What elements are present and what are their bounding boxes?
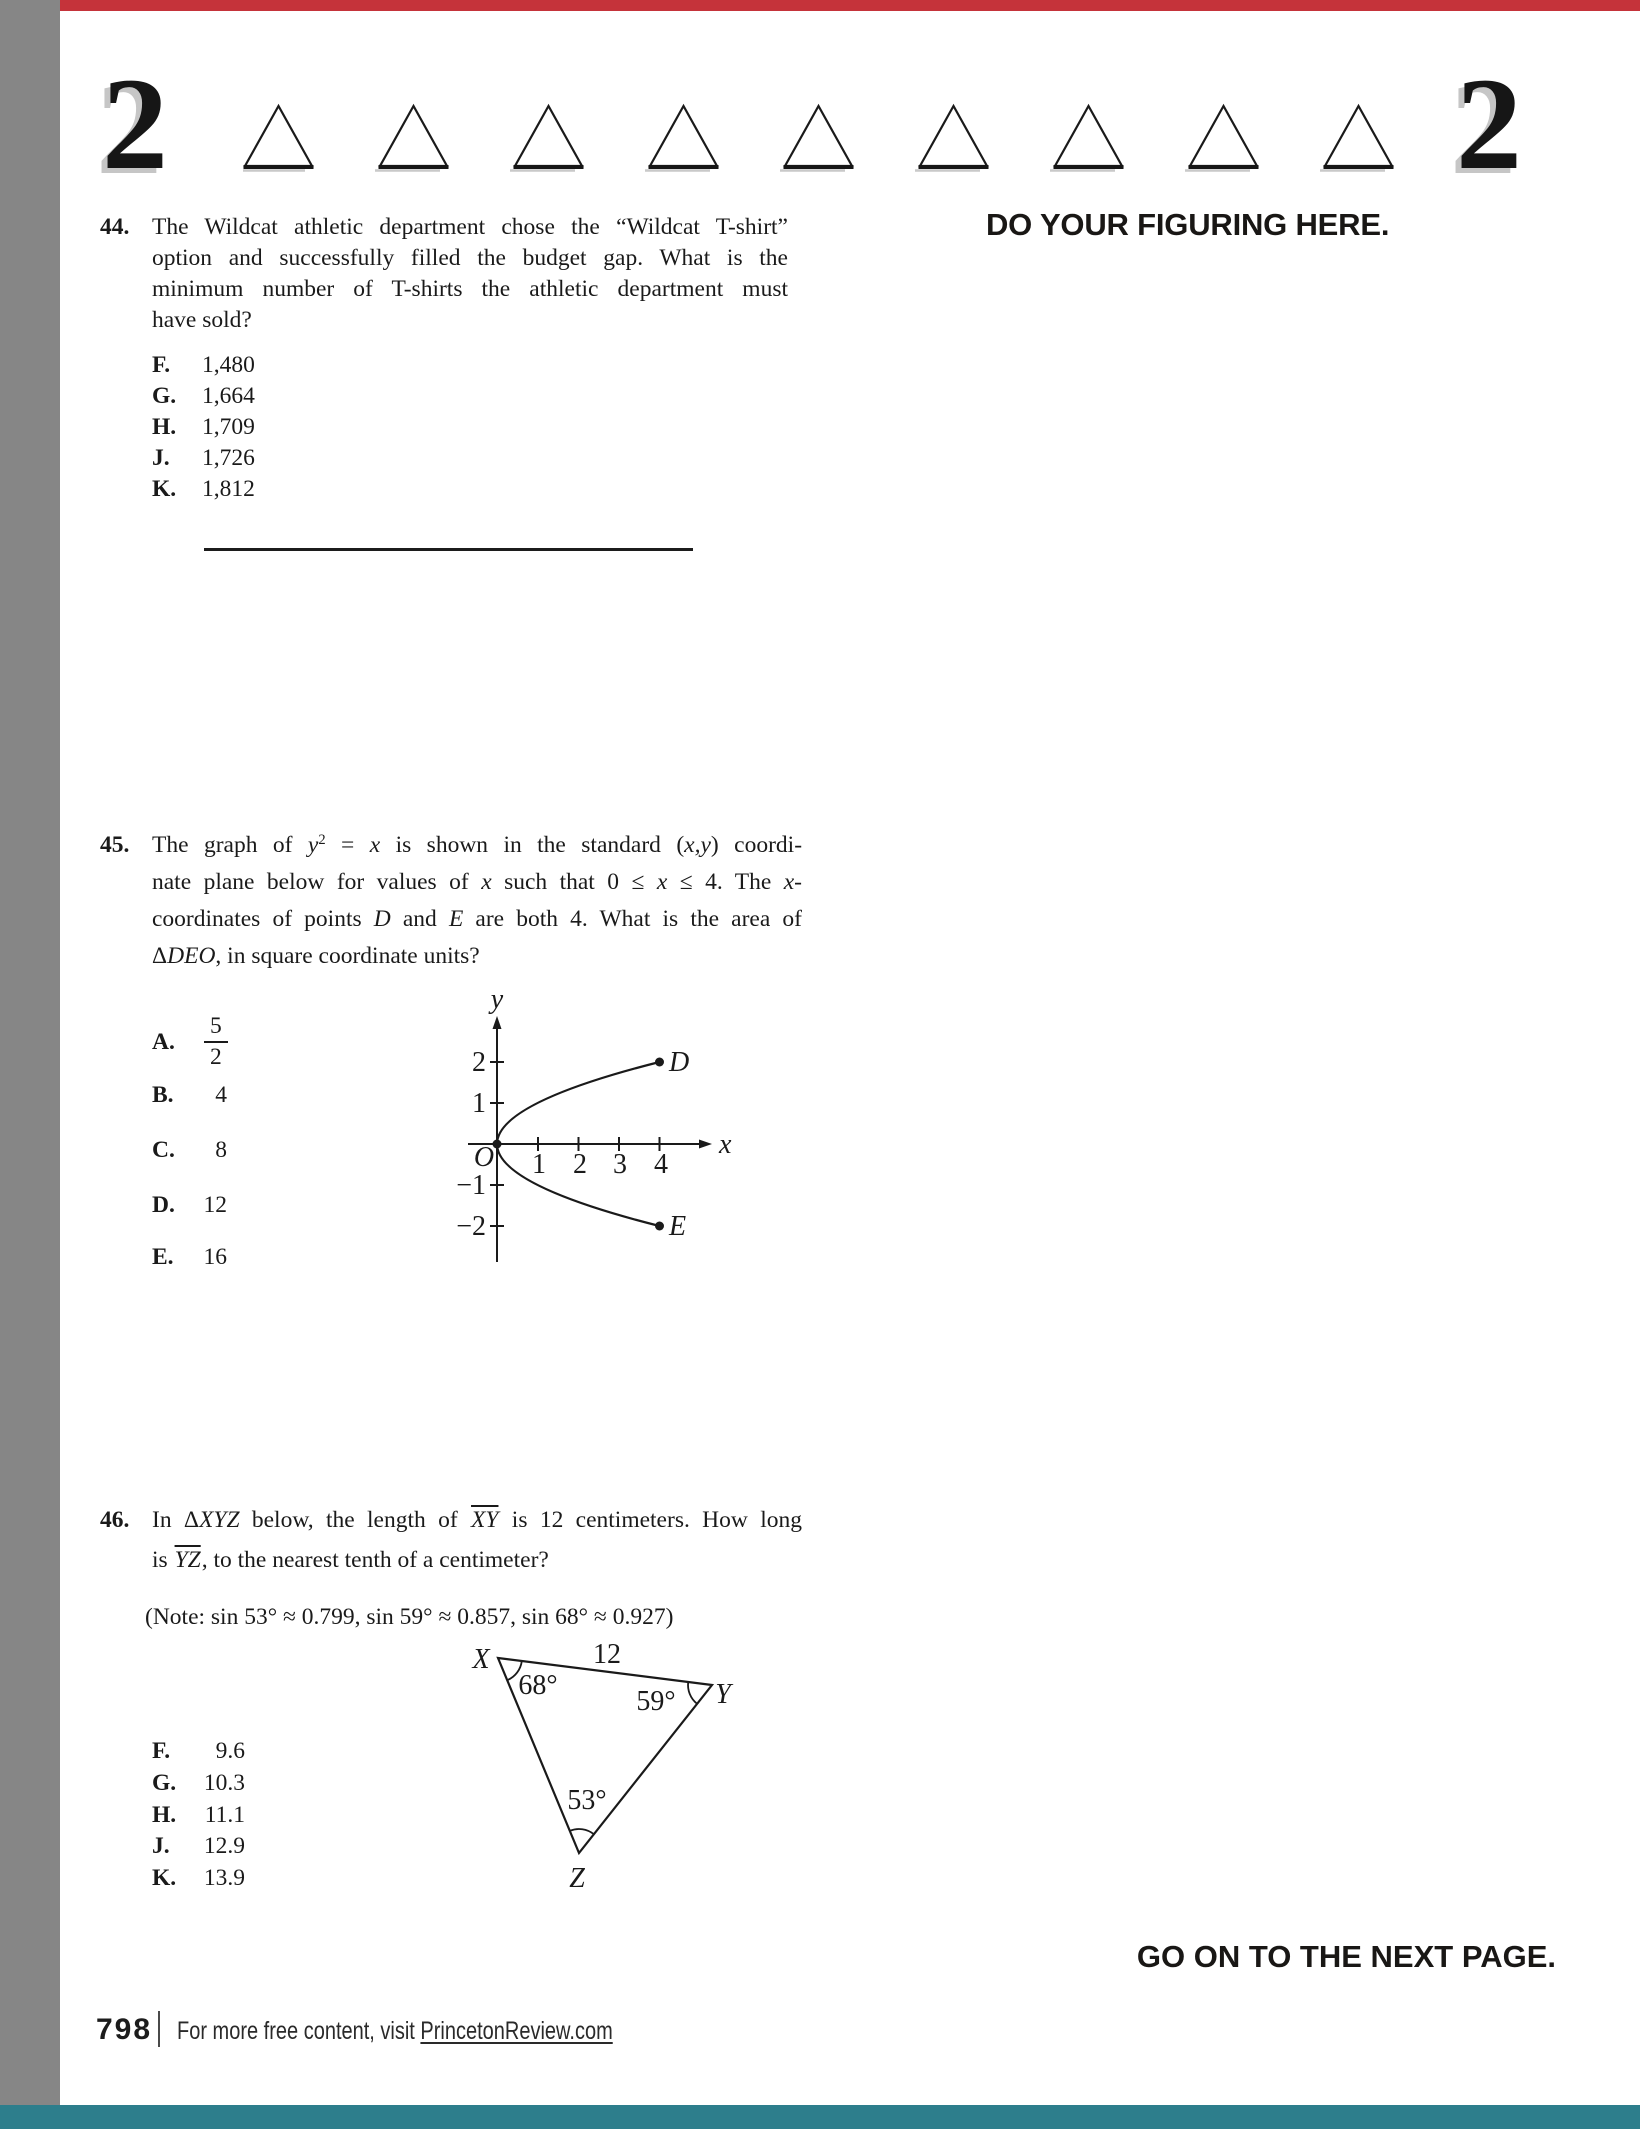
point-d (655, 1058, 664, 1067)
triangle-icon (1050, 106, 1124, 171)
choice-letter: J. (152, 445, 170, 471)
top-red-edge-bar (60, 0, 1640, 11)
y-tick-label-neg1: −1 (456, 1170, 486, 1201)
question-44-number: 44. (100, 214, 130, 240)
question-45-line-2: nate plane below for values of x such that 0 ≤ x ≤ 4. The x- (152, 869, 802, 895)
choice-44-K (152, 476, 255, 503)
x-tick-label-2: 2 (573, 1149, 587, 1180)
vertex-label-y: Y (715, 1679, 731, 1710)
choice-value: 10.3 (203, 1770, 245, 1796)
choice-letter: F. (152, 1738, 171, 1764)
footer-divider (158, 2011, 160, 2047)
choice-value: 12 (203, 1192, 227, 1218)
angle-arc-z (570, 1829, 594, 1834)
x-axis-arrow-icon (699, 1140, 712, 1149)
point-label-d: D (669, 1047, 690, 1078)
choice-44-H (152, 414, 255, 441)
y-tick-label-2: 2 (472, 1047, 486, 1078)
choice-46-G (152, 1770, 245, 1797)
question-44-line-2: option and successfully filled the budget gap. What is the (152, 245, 788, 271)
side-length-label-xy: 12 (593, 1639, 621, 1670)
question-46-line-1: In ΔXYZ below, the length of $\overline{XY}$ is 12 centimeters. How long (152, 1507, 802, 1533)
question-46-number: 46. (100, 1507, 130, 1533)
choice-44-J (152, 445, 255, 472)
choice-value: 13.9 (203, 1865, 245, 1891)
choice-value: 8 (215, 1137, 227, 1163)
x-tick-label-3: 3 (613, 1149, 627, 1180)
section-number-left: 2 (102, 50, 168, 197)
go-on-text: GO ON TO THE NEXT PAGE. (1136, 1939, 1556, 1974)
triangle-diagram (440, 1630, 750, 1905)
y-axis-label: y (490, 990, 504, 1015)
y-tick-label-1: 1 (472, 1088, 486, 1119)
section-number-right: 2 (1456, 50, 1522, 197)
choice-45-B (152, 1082, 227, 1109)
choice-letter: E. (152, 1244, 174, 1270)
choice-46-H (152, 1802, 245, 1829)
angle-label-y: 59° (636, 1686, 676, 1717)
vertex-label-z: Z (569, 1863, 585, 1894)
choice-letter: H. (152, 414, 177, 440)
figuring-header: DO YOUR FIGURING HERE. (986, 207, 1390, 242)
choice-value: 1,709 (202, 414, 255, 440)
choice-letter: F. (152, 352, 171, 378)
footer-link: PrincetonReview.com (420, 2017, 613, 2045)
choice-46-K (152, 1865, 245, 1892)
choice-value: 1,726 (202, 445, 255, 471)
triangle-icon (780, 106, 854, 171)
choice-45-A-fraction (204, 1014, 228, 1069)
choice-value: 12.9 (203, 1833, 245, 1859)
question-46-note: (Note: sin 53° ≈ 0.799, sin 59° ≈ 0.857, sin 68° ≈ 0.927) (145, 1604, 674, 1630)
triangle-icon (375, 106, 449, 171)
page-number: 798 (96, 2013, 153, 2046)
angle-label-z: 53° (567, 1785, 607, 1816)
fraction-numerator: 5 (204, 1014, 228, 1043)
x-axis-label: x (719, 1129, 732, 1160)
choice-letter: G. (152, 1770, 177, 1796)
choice-letter: C. (152, 1137, 175, 1163)
x-tick-label-1: 1 (532, 1149, 546, 1180)
choice-value: 16 (203, 1244, 227, 1270)
choice-value: 1,664 (202, 383, 255, 409)
question-45-line-3: coordinates of points D and E are both 4. What is the area of (152, 906, 802, 932)
choice-letter: D. (152, 1192, 175, 1218)
angle-label-x: 68° (518, 1670, 558, 1701)
triangle-icon (915, 106, 989, 171)
choice-value: 4 (215, 1082, 227, 1108)
question-44-line-4: have sold? (152, 307, 252, 333)
triangle-icon (510, 106, 584, 171)
angle-arc-y (688, 1682, 697, 1704)
footer-text (177, 2019, 613, 2044)
question-45-number: 45. (100, 832, 130, 858)
choice-value: 9.6 (215, 1738, 245, 1764)
origin-label: O (473, 1142, 495, 1173)
choice-44-F (152, 352, 255, 379)
choice-45-A-letter: A. (152, 1029, 175, 1055)
choice-45-C (152, 1137, 227, 1164)
y-tick-label-neg2: −2 (456, 1211, 486, 1242)
triangle-icon (645, 106, 719, 171)
point-e (655, 1222, 664, 1231)
parabola-graph (440, 990, 750, 1290)
choice-letter: K. (152, 476, 177, 502)
bottom-teal-edge-bar (0, 2105, 1640, 2129)
choice-letter: H. (152, 1802, 177, 1828)
triangle-divider (243, 102, 1394, 176)
footer-message: For more free content, visit (177, 2017, 421, 2045)
question-44-line-3: minimum number of T-shirts the athletic department must (152, 276, 788, 302)
choice-value: 1,812 (202, 476, 255, 502)
triangle-icon (1185, 106, 1259, 171)
choice-45-D (152, 1192, 227, 1219)
choice-46-J (152, 1833, 245, 1860)
choice-letter: K. (152, 1865, 177, 1891)
choice-letter: B. (152, 1082, 174, 1108)
choice-45-E (152, 1244, 227, 1271)
left-gray-edge-bar (0, 0, 60, 2105)
question-46-line-2: is $\overline{YZ}$, to the nearest tenth of a centimeter? (152, 1547, 549, 1573)
question-45-line-1: The graph of $y^2 = x$ is shown in the standard (x,y) coordi- (152, 832, 803, 858)
choice-value: 1,480 (202, 352, 255, 378)
vertex-label-x: X (472, 1644, 490, 1675)
question-45-line-4: ΔDEO, in square coordinate units? (152, 943, 480, 969)
triangle-icon (243, 106, 314, 171)
choice-letter: G. (152, 383, 177, 409)
choice-46-F (152, 1738, 245, 1765)
parabola-upper-branch (497, 1062, 660, 1144)
x-tick-label-4: 4 (654, 1149, 668, 1180)
fraction-denominator: 2 (210, 1043, 222, 1070)
choice-letter: J. (152, 1833, 170, 1859)
point-label-e: E (669, 1211, 687, 1242)
question-44-line-1: The Wildcat athletic department chose the “Wildcat T-shirt” (152, 214, 788, 240)
triangle-icon (1320, 106, 1394, 171)
choice-value: 11.1 (204, 1802, 245, 1828)
y-axis-arrow-icon (493, 1016, 502, 1029)
answer-blank-line (204, 548, 693, 551)
choice-44-G (152, 383, 255, 410)
